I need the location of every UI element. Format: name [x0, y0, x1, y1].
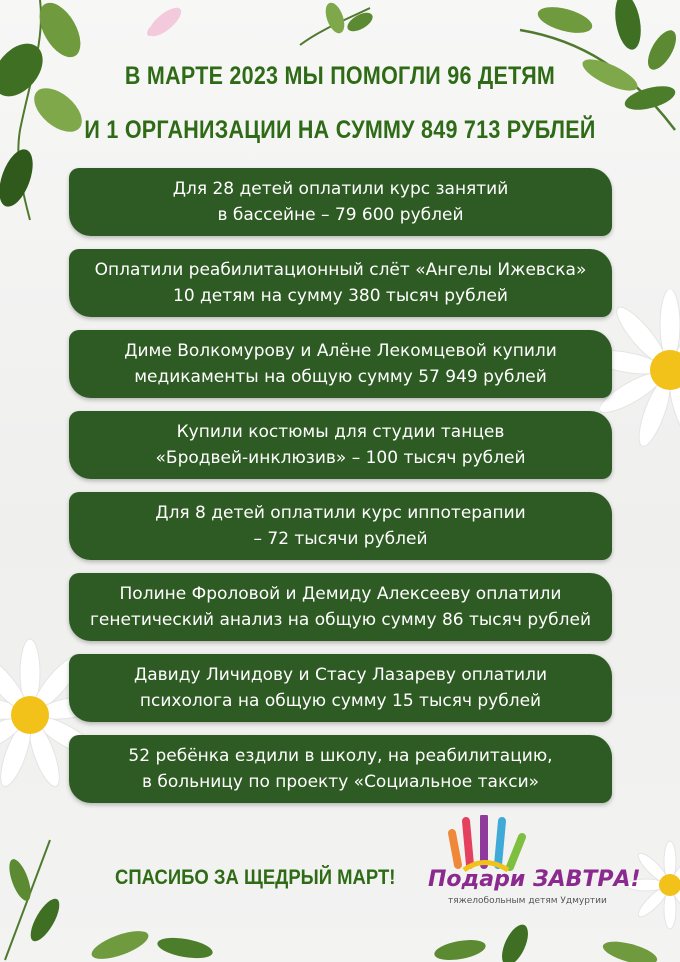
help-item-text: Купили костюмы для студии танцев	[176, 422, 505, 442]
help-item-text: 10 детям на сумму 380 тысяч рублей	[173, 286, 508, 306]
help-item-card	[69, 249, 612, 317]
leaf-branch-icon	[0, 820, 230, 962]
help-item-text: – 72 тысячи рублей	[253, 529, 428, 549]
help-item-text: психолога на общую сумму 15 тысяч рублей	[139, 691, 542, 711]
help-item-text: Диме Волкомурову и Алёне Лекомцевой купили	[124, 341, 557, 361]
help-item-text: генетический анализ на общую сумму 86 тысяч рублей	[89, 610, 592, 630]
help-item-card	[69, 168, 612, 236]
page-title-line-1: В МАРТЕ 2023 МЫ ПОМОГЛИ 96 ДЕТЯМ	[124, 62, 556, 90]
help-item-card	[69, 573, 612, 641]
logo	[420, 815, 641, 915]
help-item-text: Для 8 детей оплатили курс иппотерапии	[155, 503, 526, 523]
daisy-flower-icon	[600, 290, 680, 470]
help-item-card	[69, 330, 612, 398]
logo-name: Подари ЗАВТРА!	[428, 867, 641, 892]
help-item-text: в больницу по проекту «Социальное такси»	[141, 772, 540, 792]
help-item-text: Оплатили реабилитационный слёт «Ангелы Ижевска»	[94, 260, 587, 280]
help-item-text: «Бродвей-инклюзив» – 100 тысяч рублей	[155, 448, 526, 468]
help-item-card	[69, 735, 612, 803]
hand-logo-icon	[448, 815, 528, 875]
help-item-text: Полине Фроловой и Демиду Алексееву оплатили	[119, 584, 562, 604]
help-item-card	[69, 654, 612, 722]
leaf-branch-icon	[430, 915, 680, 962]
help-item-card	[69, 492, 612, 560]
thanks-message: СПАСИБО ЗА ЩЕДРЫЙ МАРТ!	[115, 866, 396, 889]
help-item-text: Давиду Личидову и Стасу Лазареву оплатили	[133, 665, 548, 685]
leaf-branch-icon	[290, 0, 390, 50]
help-item-text: 52 ребёнка ездили в школу, на реабилитацию,	[128, 746, 553, 766]
help-item-text: медикаменты на общую сумму 57 949 рублей	[134, 367, 547, 387]
logo-subtitle: тяжелобольным детям Удмуртии	[448, 896, 607, 906]
help-item-card	[69, 411, 612, 479]
help-item-text: в бассейне – 79 600 рублей	[217, 205, 464, 225]
page-title-line-2: И 1 ОРГАНИЗАЦИИ НА СУММУ 849 713 РУБЛЕЙ	[84, 116, 596, 144]
help-item-text: Для 28 детей оплатили курс занятий	[172, 179, 509, 199]
leaf-branch-icon	[140, 0, 200, 60]
